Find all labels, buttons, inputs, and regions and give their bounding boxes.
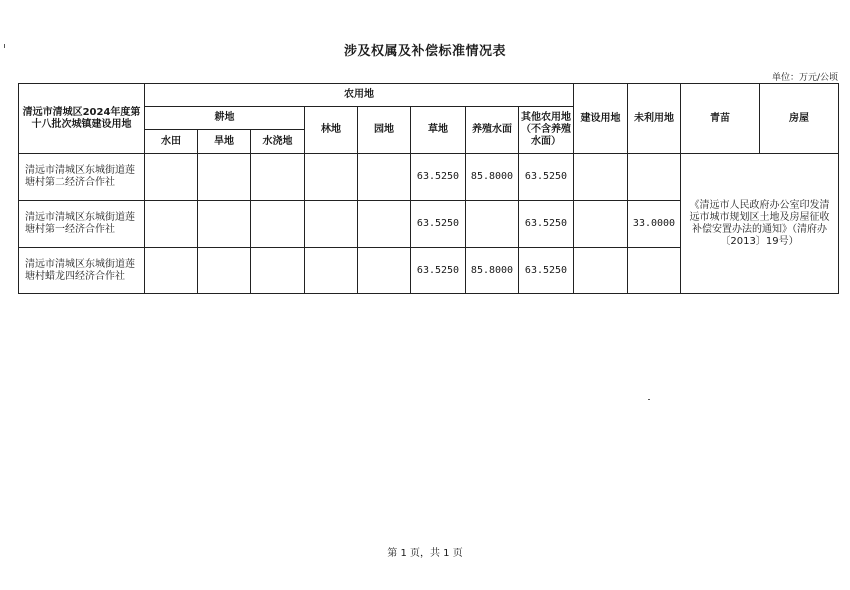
cell-irrigated bbox=[251, 154, 305, 201]
cell-aquaculture bbox=[466, 201, 519, 248]
cell-dry bbox=[198, 201, 251, 248]
cell-garden bbox=[358, 248, 411, 294]
cell-dry bbox=[198, 154, 251, 201]
scan-speck bbox=[4, 44, 5, 48]
cell-other-agri: 63.5250 bbox=[519, 154, 574, 201]
cell-other-agri: 63.5250 bbox=[519, 248, 574, 294]
cell-unused: 33.0000 bbox=[628, 201, 681, 248]
cell-irrigated bbox=[251, 248, 305, 294]
row-name: 清远市清城区东城街道莲塘村第二经济合作社 bbox=[19, 154, 145, 201]
compensation-basis: 《清远市人民政府办公室印发清远市城市规划区土地及房屋征收补偿安置办法的通知》（清府办〔2013〕19号） bbox=[681, 154, 839, 294]
unit-label: 单位：万元/公顷 bbox=[771, 73, 838, 83]
forest-land-header: 林地 bbox=[305, 107, 358, 154]
grass-land-header: 草地 bbox=[411, 107, 466, 154]
page-title: 涉及权属及补偿标准情况表 bbox=[343, 44, 506, 59]
cell-aquaculture: 85.8000 bbox=[466, 248, 519, 294]
cell-forest bbox=[305, 201, 358, 248]
agri-land-header: 农用地 bbox=[145, 84, 574, 107]
cell-forest bbox=[305, 154, 358, 201]
corner-header: 清远市清城区2024年度第十八批次城镇建设用地 bbox=[19, 84, 145, 154]
table-row bbox=[19, 154, 839, 201]
cell-grass: 63.5250 bbox=[411, 248, 466, 294]
header-row-1 bbox=[19, 84, 839, 107]
cell-other-agri: 63.5250 bbox=[519, 201, 574, 248]
other-agri-header: 其他农用地（不含养殖水面） bbox=[519, 107, 574, 154]
scan-speck bbox=[648, 399, 650, 400]
cell-garden bbox=[358, 154, 411, 201]
cell-irrigated bbox=[251, 201, 305, 248]
cell-forest bbox=[305, 248, 358, 294]
cell-aquaculture: 85.8000 bbox=[466, 154, 519, 201]
dry-land-header: 旱地 bbox=[198, 130, 251, 154]
aquaculture-header: 养殖水面 bbox=[466, 107, 519, 154]
compensation-table bbox=[18, 83, 839, 294]
house-header: 房屋 bbox=[760, 84, 839, 154]
crops-header: 青苗 bbox=[681, 84, 760, 154]
cell-unused bbox=[628, 248, 681, 294]
cell-grass: 63.5250 bbox=[411, 154, 466, 201]
row-name: 清远市清城区东城街道莲塘村第一经济合作社 bbox=[19, 201, 145, 248]
cell-paddy bbox=[145, 154, 198, 201]
row-name: 清远市清城区东城街道莲塘村蜡龙四经济合作社 bbox=[19, 248, 145, 294]
unused-land-header: 未利用地 bbox=[628, 84, 681, 154]
page-footer: 第 1 页，共 1 页 bbox=[387, 548, 463, 559]
cell-dry bbox=[198, 248, 251, 294]
cell-unused bbox=[628, 154, 681, 201]
garden-land-header: 园地 bbox=[358, 107, 411, 154]
cell-paddy bbox=[145, 248, 198, 294]
cell-garden bbox=[358, 201, 411, 248]
paddy-header: 水田 bbox=[145, 130, 198, 154]
arable-land-header: 耕地 bbox=[145, 107, 305, 130]
cell-construction bbox=[574, 201, 628, 248]
cell-grass: 63.5250 bbox=[411, 201, 466, 248]
irrigated-land-header: 水浇地 bbox=[251, 130, 305, 154]
cell-construction bbox=[574, 154, 628, 201]
cell-paddy bbox=[145, 201, 198, 248]
construction-land-header: 建设用地 bbox=[574, 84, 628, 154]
cell-construction bbox=[574, 248, 628, 294]
